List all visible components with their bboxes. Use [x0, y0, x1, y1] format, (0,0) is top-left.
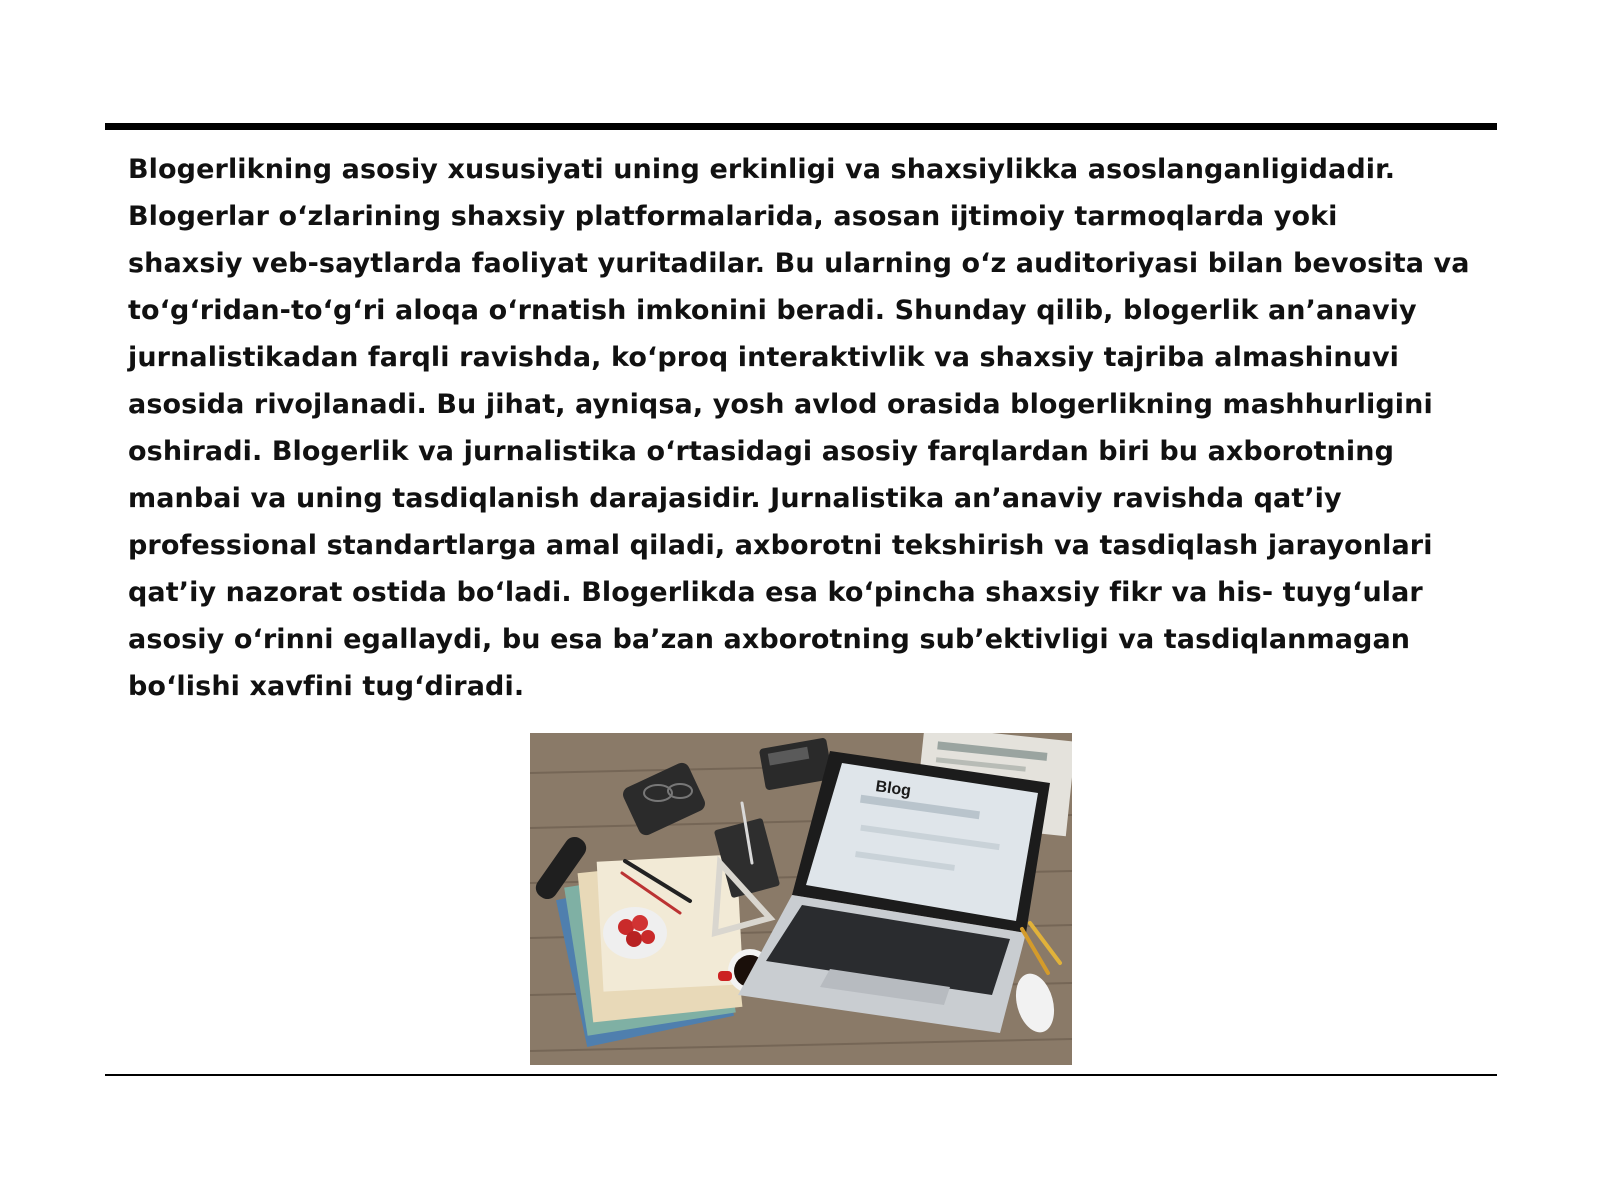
laptop-screen-label: Blog	[874, 778, 913, 800]
paragraph-line-4: to‘g‘ridan-to‘g‘ri aloqa o‘rnatish imkonini beradi. Shunday qilib, blogerlik an’anaviy	[128, 295, 1417, 326]
paragraph-line-6: asosida rivojlanadi. Bu jihat, ayniqsa, yosh avlod orasida blogerlikning mashhurligini	[128, 389, 1433, 420]
paragraph-line-11: asosiy o‘rinni egallaydi, bu esa ba’zan axborotning sub’ektivligi va tasdiqlanmagan	[128, 624, 1411, 655]
top-rule	[105, 123, 1497, 130]
paragraph-line-2: Blogerlar o‘zlarining shaxsiy platformalarida, asosan ijtimoiy tarmoqlarda yoki	[128, 201, 1338, 232]
paragraph-line-5: jurnalistikadan farqli ravishda, ko‘proq interaktivlik va shaxsiy tajriba almashinuvi	[128, 342, 1400, 373]
paragraph-line-3: shaxsiy veb-saytlarda faoliyat yuritadilar. Bu ularning o‘z auditoriyasi bilan bevosita va	[128, 248, 1470, 279]
blog-desk-photo	[530, 733, 1072, 1065]
bottom-rule	[105, 1074, 1497, 1076]
paragraph-line-7: oshiradi. Blogerlik va jurnalistika o‘rtasidagi asosiy farqlardan biri bu axborotning	[128, 436, 1394, 467]
paragraph-line-9: professional standartlarga amal qiladi, axborotni tekshirish va tasdiqlash jarayonlari	[128, 530, 1433, 561]
paragraph-line-8: manbai va uning tasdiqlanish darajasidir. Jurnalistika an’anaviy ravishda qat’iy	[128, 483, 1342, 514]
paragraph-line-10: qat’iy nazorat ostida bo‘ladi. Blogerlikda esa ko‘pincha shaxsiy fikr va his- tuyg‘ular	[128, 577, 1423, 608]
strawberry-bowl-icon	[603, 907, 667, 959]
body-paragraph	[128, 146, 1473, 710]
paragraph-line-12: bo‘lishi xavfini tug‘diradi.	[128, 671, 525, 702]
desk-illustration	[530, 733, 1072, 1065]
paragraph-line-1: Blogerlikning asosiy xususiyati uning erkinligi va shaxsiylikka asoslanganligidadir.	[128, 154, 1396, 185]
